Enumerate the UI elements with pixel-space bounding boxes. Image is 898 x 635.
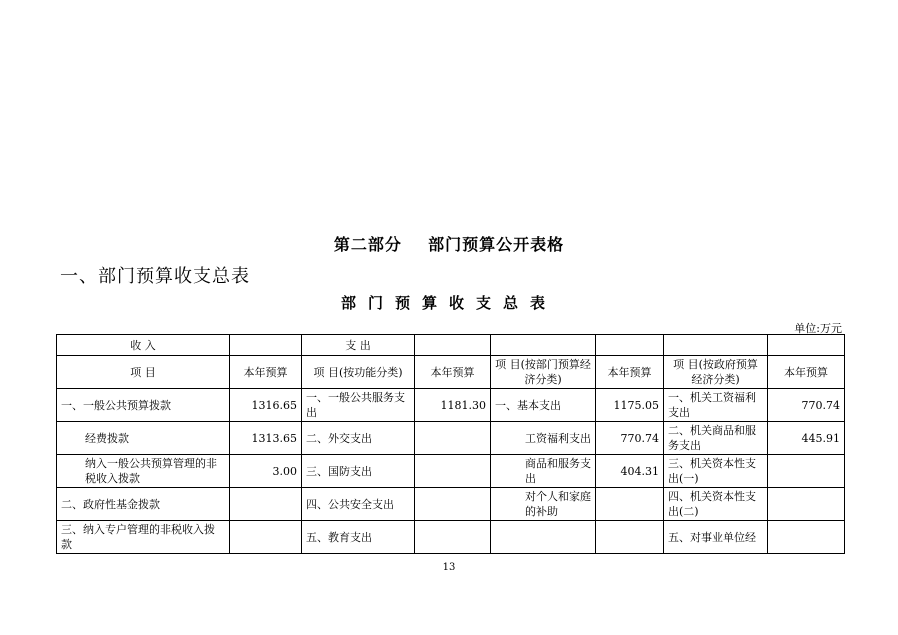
dept-item (491, 521, 596, 554)
dept-item: 一、基本支出 (491, 389, 596, 422)
dept-item: 商品和服务支出 (491, 455, 596, 488)
gov-item: 二、机关商品和服务支出 (664, 422, 768, 455)
table-row (57, 521, 845, 554)
gov-value: 445.91 (768, 422, 845, 455)
table-row (57, 389, 845, 422)
dept-value: 1175.05 (596, 389, 664, 422)
func-item: 一、一般公共服务支出 (302, 389, 415, 422)
expense-header: 支 出 (302, 335, 415, 356)
col-header-budget: 本年预算 (415, 356, 491, 389)
income-item: 二、政府性基金拨款 (57, 488, 230, 521)
gov-value: 770.74 (768, 389, 845, 422)
income-header: 收 入 (57, 335, 230, 356)
header-row-1 (57, 335, 845, 356)
income-item: 纳入一般公共预算管理的非税收入拨款 (57, 455, 230, 488)
table-title: 部门预算收支总表 (340, 294, 557, 312)
col-header-budget: 本年预算 (596, 356, 664, 389)
dept-value (596, 521, 664, 554)
func-item: 四、公共安全支出 (302, 488, 415, 521)
header-row-2 (57, 356, 845, 389)
income-item: 一、一般公共预算拨款 (57, 389, 230, 422)
func-value (415, 488, 491, 521)
section-title: 一、部门预算收支总表 (60, 266, 250, 287)
income-value: 1313.65 (230, 422, 302, 455)
gov-value (768, 521, 845, 554)
header-cell-empty (415, 335, 491, 356)
budget-summary-table (56, 334, 845, 554)
dept-value: 770.74 (596, 422, 664, 455)
income-value: 1316.65 (230, 389, 302, 422)
income-value (230, 521, 302, 554)
table-row (57, 455, 845, 488)
part-title: 第二部分 部门预算公开表格 (333, 235, 565, 254)
col-header-item: 项 目 (57, 356, 230, 389)
gov-item: 一、机关工资福利支出 (664, 389, 768, 422)
func-item: 五、教育支出 (302, 521, 415, 554)
func-item: 二、外交支出 (302, 422, 415, 455)
income-value (230, 488, 302, 521)
col-header-budget: 本年预算 (768, 356, 845, 389)
unit-label: 单位:万元 (794, 322, 842, 335)
page-number: 13 (442, 562, 456, 573)
gov-item: 四、机关资本性支出(二) (664, 488, 768, 521)
header-cell-empty (230, 335, 302, 356)
dept-item: 对个人和家庭的补助 (491, 488, 596, 521)
func-value (415, 455, 491, 488)
gov-value (768, 488, 845, 521)
func-value (415, 521, 491, 554)
dept-value: 404.31 (596, 455, 664, 488)
func-value: 1181.30 (415, 389, 491, 422)
col-header-gov-item: 项 目(按政府预算经济分类) (664, 356, 768, 389)
gov-item: 五、对事业单位经 (664, 521, 768, 554)
col-header-func-item: 项 目(按功能分类) (302, 356, 415, 389)
gov-item: 三、机关资本性支出(一) (664, 455, 768, 488)
func-item: 三、国防支出 (302, 455, 415, 488)
table-row (57, 488, 845, 521)
col-header-budget: 本年预算 (230, 356, 302, 389)
income-value: 3.00 (230, 455, 302, 488)
income-item: 经费拨款 (57, 422, 230, 455)
func-value (415, 422, 491, 455)
gov-value (768, 455, 845, 488)
dept-item: 工资福利支出 (491, 422, 596, 455)
dept-value (596, 488, 664, 521)
header-cell-empty (664, 335, 768, 356)
header-cell-empty (768, 335, 845, 356)
income-item: 三、纳入专户管理的非税收入拨款 (57, 521, 230, 554)
header-cell-empty (596, 335, 664, 356)
table-row (57, 422, 845, 455)
header-cell-empty (491, 335, 596, 356)
col-header-dept-item: 项 目(按部门预算经济分类) (491, 356, 596, 389)
